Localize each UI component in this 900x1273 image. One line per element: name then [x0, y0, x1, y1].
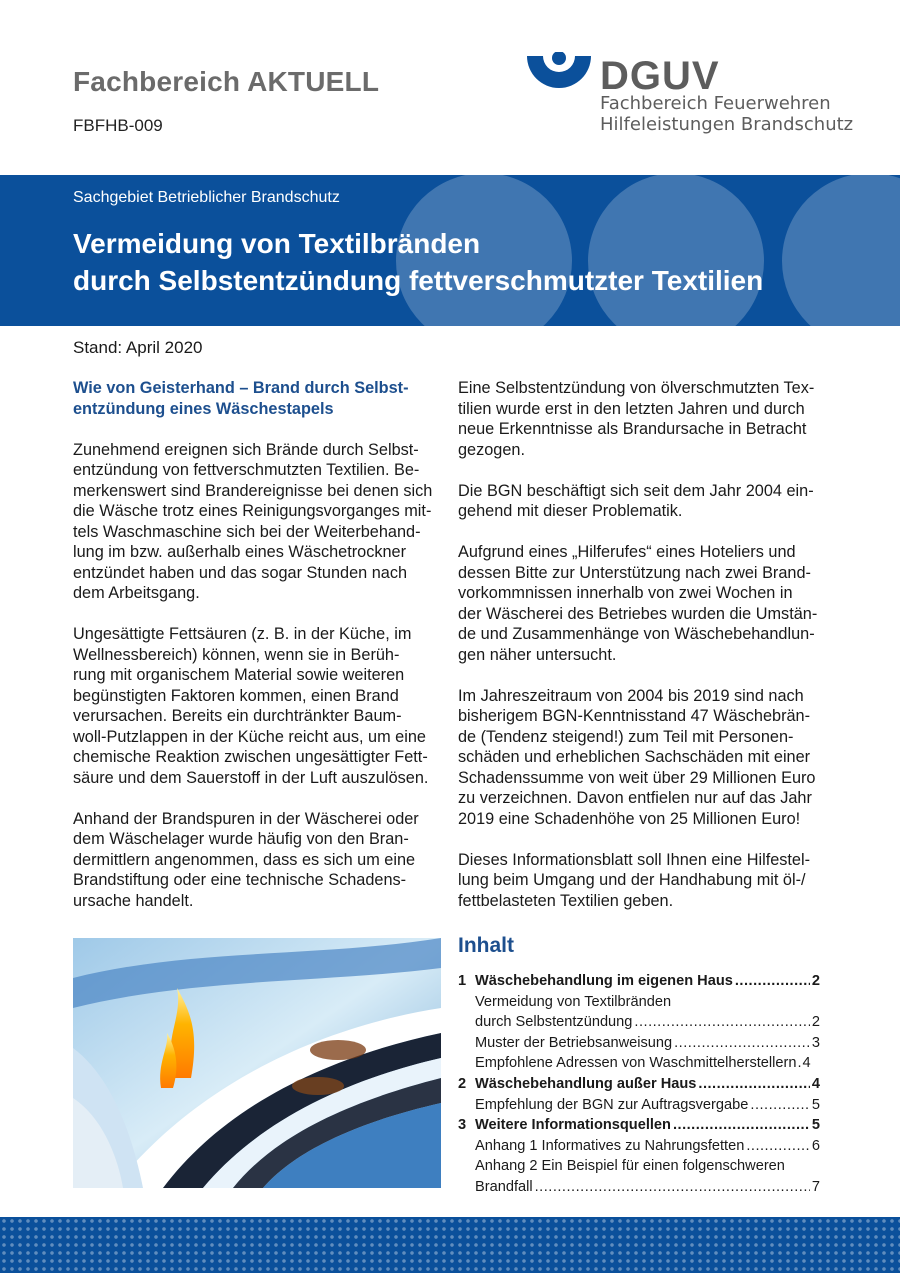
section-heading: Wie von Geisterhand – Brand durch Selbst- entzündung eines Wäschestapels [73, 379, 409, 418]
toc-entry-number: 3 [458, 1117, 467, 1134]
toc-entry[interactable] [458, 1095, 820, 1116]
logo-wordmark: DGUV [600, 54, 720, 98]
right-column [458, 378, 830, 932]
toc-entry-page: 2 [811, 973, 820, 989]
toc-entry-page: 3 [811, 1034, 820, 1051]
title-banner [0, 175, 900, 326]
page-title-line-2: durch Selbstentzündung fettverschmutzter Textilien [73, 265, 764, 296]
toc-entry-text: Muster der Betriebsanweisung [475, 1034, 673, 1051]
toc-entry[interactable] [458, 1156, 820, 1177]
table-of-contents [458, 971, 820, 1198]
left-column [73, 378, 443, 932]
toc-leader-dots [535, 1177, 810, 1198]
toc-leader-dots [750, 1095, 809, 1116]
paragraph: Ungesättigte Fettsäuren (z. B. in der Küche, im Wellnessbereich) können, wenn sie in Berüh- rung mit organischem Material sowie weiteren begünstigten Faktoren kommen, einen Brand verursachen. Bereits ein durchtränkter Baum- woll-Putzlappen in der Küche reicht aus, um eine chemische Reaktion zwischen ungesättigter Fett- säure und dem Sauerstoff in der Luft auszulösen. [73, 625, 429, 787]
paragraph: Im Jahreszeitraum von 2004 bis 2019 sind nach bisherigem BGN-Kenntnisstand 47 Wäschebrän- de (Tendenz steigend!) zum Teil mit Personen- schäden und erheblichen Sachschäden mit einer Schadenssumme von weit über 29 Millionen Euro zu verzeichnen. Davon entfielen nur auf das Jahr 2019 eine Schadenhöhe von 25 Millionen Euro! [458, 686, 816, 828]
toc-entry[interactable] [458, 1053, 820, 1074]
paragraph: Zunehmend ereignen sich Brände durch Selbst- entzündung von fettverschmutzten Textilien. Be- merkenswert sind Brandereignisse bei denen sich die Wäsche trotz eines Reinigungsvorganges mit- tels Waschmaschine sich bei der Weiterbehand- lung im bzw. außerhalb eines Wäschetrockner entzündet haben und das sogar Stunden nach dem Arbeitsgang. [73, 440, 433, 602]
toc-entry-number: 1 [458, 973, 467, 989]
toc-entry[interactable] [458, 1115, 820, 1136]
header-title: Fachbereich AKTUELL [73, 66, 380, 97]
toc-entry-text: Empfohlene Adressen von Waschmittelherstellern [475, 1055, 797, 1072]
toc-entry-text: Vermeidung von Textilbränden [475, 993, 672, 1010]
toc-entry-text: Wäschebehandlung außer Haus [475, 1075, 697, 1092]
banner-subtitle: Sachgebiet Betrieblicher Brandschutz [73, 189, 340, 206]
banner-circle-decoration [782, 175, 900, 326]
burning-textiles-photo [73, 938, 441, 1188]
toc-entry[interactable] [458, 1033, 820, 1054]
toc-entry-page: 5 [811, 1096, 820, 1113]
photo-illustration [73, 938, 441, 1188]
toc-leader-dots [735, 971, 810, 992]
paragraph: Dieses Informationsblatt soll Ihnen eine Hilfestel- lung beim Umgang und der Handhabung mit öl-/ fettbelasteten Textilien geben. [458, 850, 811, 910]
logo-subline-1: Fachbereich Feuerwehren [600, 93, 831, 114]
dguv-logo-icon [527, 52, 591, 100]
toc-entry-number: 2 [458, 1075, 467, 1092]
paragraph: Anhand der Brandspuren in der Wäscherei oder dem Wäschelager wurde häufig von den Bran- dermittlern angenommen, dass es sich um eine Brandstiftung oder eine technische Schadens- ursache handelt. [73, 809, 419, 910]
toc-entry[interactable] [458, 1074, 820, 1095]
toc-leader-dots [634, 1012, 809, 1033]
toc-entry-text: durch Selbstentzündung [475, 1014, 633, 1031]
toc-leader-dots [674, 1033, 810, 1054]
toc-entry-page: 7 [811, 1178, 820, 1195]
paragraph: Aufgrund eines „Hilferufes“ eines Hoteliers und dessen Bitte zur Unterstützung nach zwei Brand- vorkommnissen innerhalb von zwei Wochen in der Wäscherei des Betriebes wurden die Umstän- de und Zusammenhänge von Wäschebehandlun- gen näher untersucht. [458, 543, 818, 664]
footer-band [0, 1217, 900, 1273]
toc-entry-text: Wäschebehandlung im eigenen Haus [475, 973, 733, 989]
toc-leader-dots [673, 1115, 810, 1136]
paragraph: Eine Selbstentzündung von ölverschmutzten Tex- tilien wurde erst in den letzten Jahren und durch neue Erkenntnisse als Brandursache in Betracht gezogen. [458, 379, 815, 459]
toc-entry-page: 4 [811, 1075, 820, 1092]
toc-leader-dots [798, 1053, 802, 1074]
paragraph: Die BGN beschäftigt sich seit dem Jahr 2004 ein- gehend mit dieser Problematik. [458, 481, 814, 520]
toc-entry-page: 4 [802, 1055, 811, 1072]
toc-entry[interactable] [458, 1136, 820, 1157]
page-title [73, 225, 763, 299]
logo-subline-2: Hilfeleistungen Brandschutz [600, 114, 854, 135]
toc-entry[interactable] [458, 971, 820, 992]
toc-entry[interactable] [458, 1012, 820, 1033]
toc-entry[interactable] [458, 992, 820, 1013]
dguv-logo [527, 52, 854, 142]
toc-title: Inhalt [458, 934, 514, 957]
toc-entry-text: Weitere Informationsquellen [475, 1117, 671, 1134]
toc-entry-text: Anhang 1 Informatives zu Nahrungsfetten [475, 1137, 745, 1154]
toc-leader-dots [698, 1074, 809, 1095]
page-title-line-1: Vermeidung von Textilbränden [73, 228, 481, 259]
toc-entry-page: 2 [811, 1014, 820, 1031]
stand-date: Stand: April 2020 [73, 338, 203, 357]
document-id: FBFHB-009 [73, 116, 163, 135]
toc-leader-dots [746, 1136, 810, 1157]
toc-entry-page: 6 [811, 1137, 820, 1154]
toc-entry-text: Brandfall [475, 1178, 533, 1195]
toc-entry-text: Empfehlung der BGN zur Auftragsvergabe [475, 1096, 749, 1113]
toc-entry[interactable] [458, 1177, 820, 1198]
toc-entry-text: Anhang 2 Ein Beispiel für einen folgenschweren [475, 1158, 785, 1175]
toc-entry-page: 5 [811, 1117, 820, 1134]
